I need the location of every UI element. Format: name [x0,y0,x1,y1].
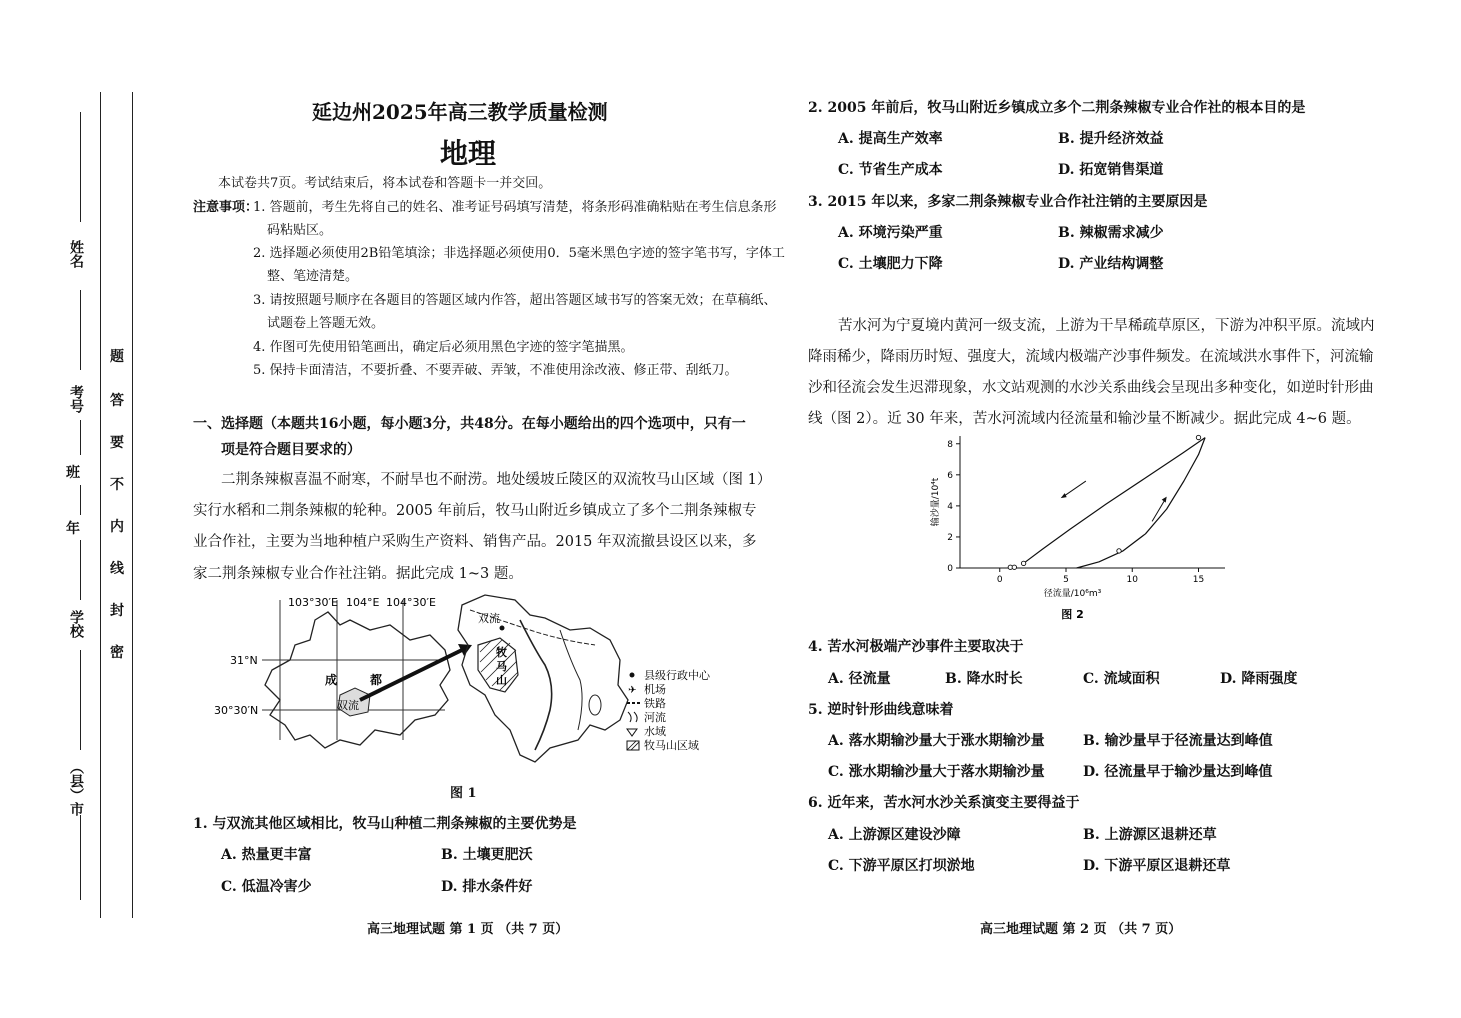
legend-water: 水域 [644,725,666,738]
q6-stem: 6. 近年来，苦水河水沙关系演变主要得益于 [808,795,1080,811]
figure2-chart [920,428,1240,628]
notice-4: 4. 作图可先使用铅笔画出，确定后必须用黑色字迹的签字笔描黑。 [253,340,634,355]
x-tick-label-2: 10 [1126,575,1138,585]
label-mu: 牧 [496,646,507,659]
falling-arrow [1063,481,1086,497]
data-point-3 [1117,549,1121,553]
notice-3b: 试题卷上答题无效。 [267,316,385,331]
q3-option-c: C. 土壤肥力下降 [838,256,943,272]
data-point-2 [1021,561,1025,565]
q1-stem: 1. 与双流其他区域相比，牧马山种植二荆条辣椒的主要优势是 [193,816,577,832]
label-shan: 山 [496,674,507,687]
subject-title: 地理 [440,137,497,170]
series-line-1 [1024,438,1206,564]
q5-option-c: C. 涨水期输沙量大于落水期输沙量 [828,764,1045,780]
q1-option-a: A. 热量更丰富 [221,847,312,863]
x-tick-label-1: 5 [1063,575,1069,585]
chart-title: 图 2 [1061,608,1084,621]
section-heading-cont: 项是符合题目要求的） [221,442,361,458]
seal-char-7: 封 [110,603,124,619]
q2-option-a: A. 提高生产效率 [838,131,943,147]
exam-title: 延边州2025年高三教学质量检测 [312,100,608,124]
q6-option-c: C. 下游平原区打坝淤地 [828,858,975,874]
passage1-line2: 实行水稻和二荆条辣椒的轮种。2005 年前后，牧马山附近乡镇成立了多个二荆条辣椒专 [193,503,757,519]
seal-char-5: 内 [110,519,124,535]
river-east [560,630,582,730]
lon-label-2: 104°E [346,596,380,609]
q4-option-b: B. 降水时长 [945,671,1023,687]
q5-option-d: D. 径流量早于输沙量达到峰值 [1083,764,1273,780]
passage1-line4: 家二荆条辣椒专业合作社注销。据此完成 1~3 题。 [193,566,523,582]
y-tick-label-1: 2 [947,532,953,543]
q1-option-d: D. 排水条件好 [441,879,533,895]
seal-char-8: 密 [110,645,124,661]
lat-label-2: 30°30′N [214,704,259,717]
data-point-1 [1012,565,1016,569]
legend-river-icon [628,712,637,722]
q5-option-a: A. 落水期输沙量大于涨水期输沙量 [828,733,1045,749]
notice-3a: 3. 请按照题号顺序在各题目的答题区域内作答，超出答题区域书写的答案无效；在草稿纸、 [253,293,777,308]
page2-footer: 高三地理试题 第 2 页 （共 7 页） [980,922,1182,937]
county-center-marker [500,626,505,631]
label-du: 都 [370,673,383,687]
class-label: 班 [66,465,80,481]
notice-2a: 2. 选择题必须使用2B铅笔填涂；非选择题必须使用0．5毫米黑色字迹的签字笔书写，字体工 [253,246,785,261]
water-body [589,695,601,715]
q4-option-a: A. 径流量 [828,671,891,687]
seal-char-1: 题 [110,349,124,365]
name-blank [80,112,81,222]
y-tick-label-2: 4 [947,501,953,512]
legend-water-icon [627,729,637,736]
grade-label: 年 [66,521,80,537]
data-point-4 [1196,435,1200,439]
notice-1b: 码粘贴区。 [267,223,333,238]
q6-option-a: A. 上游源区建设沙障 [828,827,961,843]
y-axis-label: 输沙量/10⁴t [931,477,941,527]
passage2-line4: 线（图 2）。近 30 年来，苦水河流域内径流量和输沙量不断减少。据此完成 4~6 题。 [808,411,1361,427]
q3-option-a: A. 环境污染严重 [838,225,943,241]
notice-1a: 1. 答题前，考生先将自己的姓名、准考证号码填写清楚，将条形码准确粘贴在考生信息条形 [253,200,777,215]
notice-label: 注意事项： [193,200,259,215]
x-axis-label: 径流量/10⁶m³ [1043,589,1102,599]
seal-char-4: 不 [110,477,124,493]
q3-option-b: B. 辣椒需求减少 [1058,225,1164,241]
lat-label-1: 31°N [230,654,258,667]
class-no-label: 考号 [68,385,84,413]
chengdu-outline [265,612,450,748]
y-tick-label-4: 8 [947,439,953,450]
q2-option-d: D. 拓宽销售渠道 [1058,162,1164,178]
label-ma: 马 [496,660,507,673]
seal-char-6: 线 [110,561,124,577]
seal-char-2: 答 [110,393,124,409]
passage2-line1: 苦水河为宁夏境内黄河一级支流，上游为干旱稀疏草原区，下游为冲积平原。流域内 [838,318,1375,334]
q1-option-b: B. 土壤更肥沃 [441,847,533,863]
q5-stem: 5. 逆时针形曲线意味着 [808,702,954,718]
label-cheng: 成 [325,673,338,687]
q4-stem: 4. 苦水河极端产沙事件主要取决于 [808,639,1024,655]
q2-stem: 2. 2005 年前后，牧马山附近乡镇成立多个二荆条辣椒专业合作社的根本目的是 [808,100,1306,116]
q4-option-d: D. 降雨强度 [1220,671,1298,687]
city-blank [80,650,81,750]
page1-footer: 高三地理试题 第 1 页 （共 7 页） [367,922,569,937]
name-label: 姓名 [68,240,84,268]
city-blank-lower [80,815,81,900]
class-no-blank [80,290,81,370]
lon-label-1: 103°30′E [288,596,338,609]
passage2-line2: 降雨稀少，降雨历时短、强度大，流域内极端产沙事件频发。在流域洪水事件下，河流输 [808,349,1374,365]
grade-blank [80,485,81,515]
falling-arrow-head [1061,493,1067,498]
x-tick-label-0: 0 [996,575,1003,585]
section-heading: 一、选择题（本题共16小题，每小题3分，共48分。在每小题给出的四个选项中，只有一 [193,416,746,432]
q2-option-c: C. 节省生产成本 [838,162,943,178]
notice-5: 5. 保持卡面清洁，不要折叠、不要弄破、弄皱，不准使用涂改液、修正带、刮纸刀。 [253,363,738,378]
binding-line-inner [100,92,101,918]
q3-stem: 3. 2015 年以来，多家二荆条辣椒专业合作社注销的主要原因是 [808,194,1208,210]
x-tick-label-3: 15 [1192,575,1205,585]
q3-option-d: D. 产业结构调整 [1058,256,1164,272]
legend-airport: 机场 [644,683,666,696]
seal-char-3: 要 [110,435,124,451]
q4-option-c: C. 流域面积 [1083,671,1160,687]
legend-mumashan: 牧马山区域 [644,739,699,752]
y-tick-label-3: 6 [947,470,953,481]
q6-option-b: B. 上游源区退耕还草 [1083,827,1217,843]
river-main [520,620,552,750]
q2-option-b: B. 提升经济效益 [1058,131,1164,147]
y-tick-label-0: 0 [947,564,953,574]
legend-airport-icon: ✈ [628,685,637,696]
q1-option-c: C. 低温冷害少 [221,879,312,895]
figure1-map [200,590,740,765]
q6-option-d: D. 下游平原区退耕还草 [1083,858,1231,874]
legend-county-icon [630,673,635,678]
label-shuangliu-small: 双流 [337,699,359,712]
school-label: 学校 [68,610,84,638]
series-line-0 [1077,438,1206,568]
passage1-line3: 业合作社，主要为当地种植户采购生产资料、销售产品。2015 年双流撤县设区以来，多 [193,534,757,550]
passage2-line3: 沙和径流会发生迟滞现象，水文站观测的水沙关系曲线会呈现出多种变化，如逆时针形曲 [808,380,1374,396]
class-blank [80,420,81,455]
lon-label-3: 104°30′E [386,596,436,609]
legend-river: 河流 [644,711,666,724]
legend-county: 县级行政中心 [644,669,710,682]
binding-line-outer [132,92,133,918]
city-label: （县）市 [68,760,84,816]
q5-option-b: B. 输沙量早于径流量达到峰值 [1083,733,1273,749]
legend-railway: 铁路 [644,697,666,710]
label-shuangliu-big: 双流 [478,612,500,625]
figure1-caption: 图 1 [450,786,477,801]
notice-2b: 整、笔迹清楚。 [267,269,359,284]
passage1-line1: 二荆条辣椒喜温不耐寒，不耐旱也不耐涝。地处缓坡丘陵区的双流牧马山区域（图 1） [221,472,772,488]
school-blank [80,540,81,600]
intro-text: 本试卷共7页。考试结束后，将本试卷和答题卡一并交回。 [218,176,552,191]
